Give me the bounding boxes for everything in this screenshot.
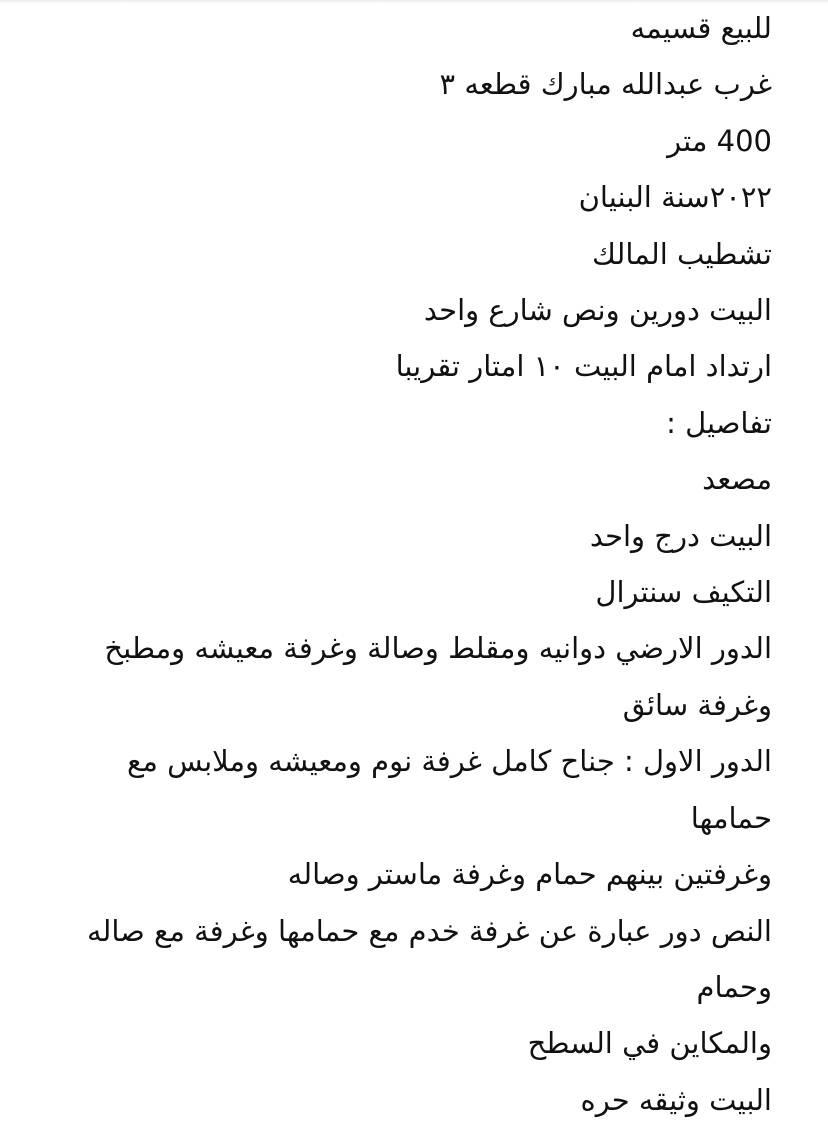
listing-line: البيت دورين ونص شارع واحد [423, 293, 772, 328]
listing-line: للبيع قسيمه [630, 11, 772, 45]
listing-line: البيت وثيقه حره [580, 1082, 772, 1117]
listing-line: 400 متر [667, 123, 772, 158]
listing-line: مصعد [702, 462, 772, 497]
listing-line: والمكاين في السطح [527, 1026, 772, 1061]
listing-line: تشطيب المالك [592, 236, 772, 271]
listing-line: وغرفتين بينهم حمام وغرفة ماستر وصاله [287, 857, 772, 892]
listing-line: البيت درج واحد [589, 518, 772, 553]
listing-line: التكيف سنترال [595, 575, 772, 610]
listing-line: تفاصيل : [666, 405, 772, 440]
listing-line: غرب عبدالله مبارك قطعه ٣ [439, 67, 772, 102]
listing-line: الدور الارضي دوانيه ومقلط وصالة وغرفة معيشه ومطبخ وغرفة سائق [104, 631, 772, 722]
listing-line: النص دور عبارة عن غرفة خدم مع حمامها وغرفة مع صاله وحمام [86, 913, 772, 1004]
listing-line: ارتداد امام البيت ١٠ امتار تقريبا [395, 349, 772, 384]
listing-line: ٢٠٢٢سنة البنيان [578, 180, 772, 215]
listing-line: الدور الاول : جناح كامل غرفة نوم ومعيشه وملابس مع حمامها [126, 744, 772, 835]
listing-text [40, 0, 772, 1128]
